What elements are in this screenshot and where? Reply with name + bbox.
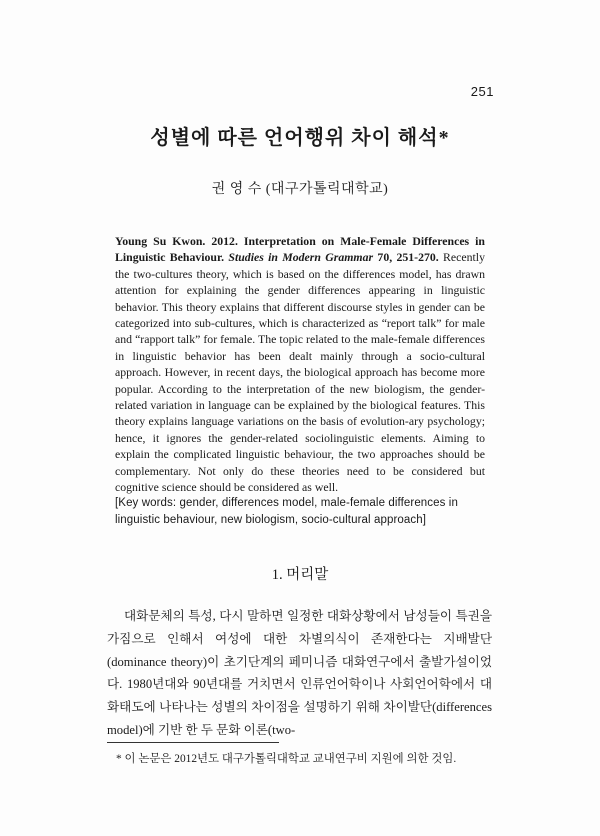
footnote: * 이 논문은 2012년도 대구가톨릭대학교 교내연구비 지원에 의한 것임. [116, 753, 457, 765]
author-line: 권 영 수 (대구가톨릭대학교) [211, 182, 389, 197]
paper-title: 성별에 따른 언어행위 차이 해석* [150, 127, 450, 149]
footnote-divider [107, 742, 279, 743]
section-heading: 1. 머리말 [271, 567, 329, 583]
abstract [115, 233, 485, 496]
body-paragraph: 대화문체의 특성, 다시 말하면 일정한 대화상황에서 남성들이 특권을 가짐으로 인해서 여성에 대한 차별의식이 존재한다는 지배발단(dominance theory)이 초기단계의 페미니즘 대화연구에서 출발가설이었다. 1980년대와 90년대를 거치면서 인류언어학이나 사회언어학에서 대화태도에 나타나는 성별의 차이점을 설명하기 위해 차이발단(differences model)에 기반 한 두 문화 이론(two- [107, 609, 492, 737]
abstract-citation: Young Su Kwon. 2012. Interpretation on Male-Female Differences in Linguistic Behaviour. [115, 234, 485, 265]
abstract-journal: Studies in Modern Grammar [228, 250, 374, 265]
body-text [107, 605, 492, 742]
keywords: [Key words: gender, differences model, male-female differences in linguistic behaviour, new biologism, socio-cultural approach] [115, 497, 458, 526]
abstract-journal-details: 70, 251-270. [373, 250, 439, 265]
abstract-text: Recently the two-cultures theory, which is based on the differences model, has drawn attention for explaining the gender differences appearing in linguistic behavior. This theory explains that different discourse styles in gender can be categorized into sub-cultures, which is characterized as “report talk” for male and “rapport talk” for female. The topic related to the male-female differences in linguistic behavior has been dealt mainly through a socio-cultural approach. However, in recent days, the biological approach has become more popular. According to the interpretation of the new biologism, the gender-related variation in language can be explained by the biological features. This theory explains language variations on the basis of evolution-ary psychology; hence, it ignores the gender-related sociolinguistic elements. Aiming to explain the complicated linguistic behaviour, the two approaches should be complementary. Not only do these theories need to be considered but cognitive science should be considered as well. [115, 250, 485, 495]
page-number: 251 [470, 84, 494, 99]
